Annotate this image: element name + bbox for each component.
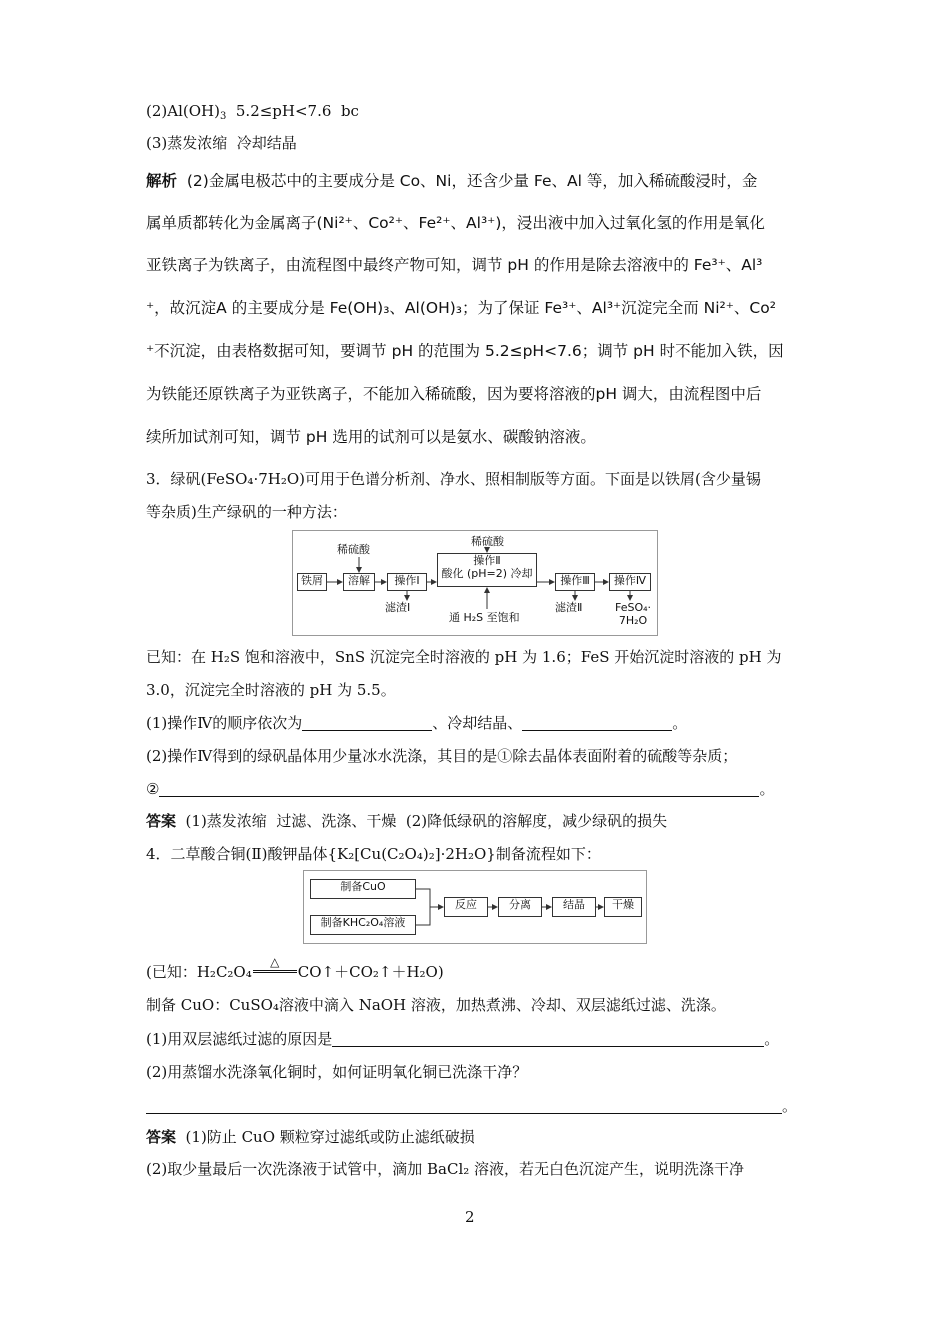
q4-prep: 制备 CuO：CuSO₄溶液中滴入 NaOH 溶液，加热煮沸、冷却、双层滤纸过滤、洗涤。 (146, 996, 726, 1014)
analysis-line-2: 属单质都转化为金属离子(Ni²⁺、Co²⁺、Fe²⁺、Al³⁺)，浸出液中加入过氧化氢的作用是氧化 (146, 214, 765, 232)
q4-answer-2: (2)取少量最后一次洗涤液于试管中，滴加 BaCl₂ 溶液，若无白色沉淀产生，说明洗涤干净 (146, 1160, 745, 1178)
q4-question-2: (2)用蒸馏水洗涤氧化铜时，如何证明氧化铜已洗涤干净？ (146, 1063, 528, 1081)
q3-question-2b: ② 。 (146, 780, 775, 798)
analysis-line-3: 亚铁离子为铁离子，由流程图中最终产物可知，调节 pH 的作用是除去溶液中的 Fe³⁺、Al³ (146, 256, 763, 274)
q4-box-separate: 分离 (498, 897, 542, 917)
q3-bottom-label-1: 滤渣Ⅰ (385, 601, 411, 614)
q4-stem: 4．二草酸合铜(Ⅱ)酸钾晶体{K₂[Cu(C₂O₄)₂]·2H₂O}制备流程如下： (146, 845, 601, 863)
q4-reaction-arrow: △ (252, 962, 298, 982)
q3-box-op1: 操作Ⅰ (387, 573, 427, 591)
q4-box-cuo: 制备CuO (310, 879, 416, 899)
q3-question-2: (2)操作Ⅳ得到的绿矾晶体用少量冰水洗涤，其目的是①除去晶体表面附着的硫酸等杂质； (146, 747, 738, 765)
q4-blank-2[interactable] (146, 1097, 782, 1114)
q3-flow-arrows (293, 531, 657, 635)
analysis-line-7: 续所加试剂可知，调节 pH 选用的试剂可以是氨水、碳酸钠溶液。 (146, 428, 596, 446)
q3-box-op2: 操作Ⅱ 酸化 (pH=2) 冷却 (437, 553, 537, 587)
q4-question-1: (1)用双层滤纸过滤的原因是 。 (146, 1030, 780, 1048)
q3-bottom-label-2: 通 H₂S 至饱和 (449, 611, 520, 624)
q4-question-2-line: 。 (146, 1096, 797, 1116)
q3-bottom-label-4: FeSO₄· 7H₂O (615, 601, 652, 627)
q3-box-op4: 操作Ⅳ (609, 573, 651, 591)
q4-box-khc2o4: 制备KHC₂O₄溶液 (310, 915, 416, 935)
q4-box-react: 反应 (444, 897, 488, 917)
analysis-line-5: ⁺不沉淀，由表格数据可知，要调节 pH 的范围为 5.2≤pH<7.6；调节 pH 时不能加入铁，因 (146, 342, 784, 360)
answer-line-3: (3)蒸发浓缩 冷却结晶 (146, 134, 297, 152)
q3-blank-2[interactable] (522, 714, 672, 731)
q3-bottom-label-3: 滤渣Ⅱ (555, 601, 583, 614)
q3-top-label-2: 稀硫酸 (471, 535, 504, 548)
q4-flowchart (303, 870, 647, 944)
analysis-line-1: 解析 (2)金属电极芯中的主要成分是 Co、Ni，还含少量 Fe、Al 等，加入稀硫酸浸时，金 (146, 172, 758, 190)
q4-blank-1[interactable] (332, 1030, 764, 1047)
q3-stem-line-2: 等杂质)生产绿矾的一种方法： (146, 503, 347, 521)
q3-box-iron: 铁屑 (297, 573, 327, 591)
answer-line-2: $(2)Al(OH)_3$ 5.2≤pH<7.6 bc (146, 102, 359, 122)
q4-known: (已知：H₂C₂O₄ △ CO↑＋CO₂↑＋H₂O) (146, 955, 444, 981)
q4-answer-1: 答案 (1)防止 CuO 颗粒穿过滤纸或防止滤纸破损 (146, 1128, 475, 1146)
q3-blank-1[interactable] (302, 714, 432, 731)
q3-box-op3: 操作Ⅲ (555, 573, 595, 591)
q3-known-line-2: 3.0，沉淀完全时溶液的 pH 为 5.5。 (146, 681, 396, 699)
q3-top-label-1: 稀硫酸 (337, 543, 370, 556)
q3-stem-line-1: 3．绿矾(FeSO₄·7H₂O)可用于色谱分析剂、净水、照相制版等方面。下面是以铁屑(含少量锡 (146, 470, 761, 488)
q3-answer: 答案 (1)蒸发浓缩 过滤、洗涤、干燥 (2)降低绿矾的溶解度，减少绿矾的损失 (146, 812, 668, 830)
q3-blank-3[interactable] (159, 780, 759, 797)
q4-box-crystallize: 结晶 (552, 897, 596, 917)
page-number: 2 (465, 1208, 475, 1226)
analysis-line-4: ⁺，故沉淀A 的主要成分是 Fe(OH)₃、Al(OH)₃；为了保证 Fe³⁺、Al³⁺沉淀完全而 Ni²⁺、Co² (146, 299, 776, 317)
q3-known-line-1: 已知：在 H₂S 饱和溶液中，SnS 沉淀完全时溶液的 pH 为 1.6；FeS 开始沉淀时溶液的 pH 为 (146, 648, 782, 666)
q3-flowchart (292, 530, 658, 636)
q3-question-1: (1)操作Ⅳ的顺序依次为 、冷却结晶、 。 (146, 714, 688, 732)
q4-flow-arrows (304, 871, 646, 943)
q4-box-dry: 干燥 (604, 897, 642, 917)
analysis-line-6: 为铁能还原铁离子为亚铁离子，不能加入稀硫酸，因为要将溶液的pH 调大，由流程图中后 (146, 385, 762, 403)
q3-box-dissolve: 溶解 (343, 573, 375, 591)
